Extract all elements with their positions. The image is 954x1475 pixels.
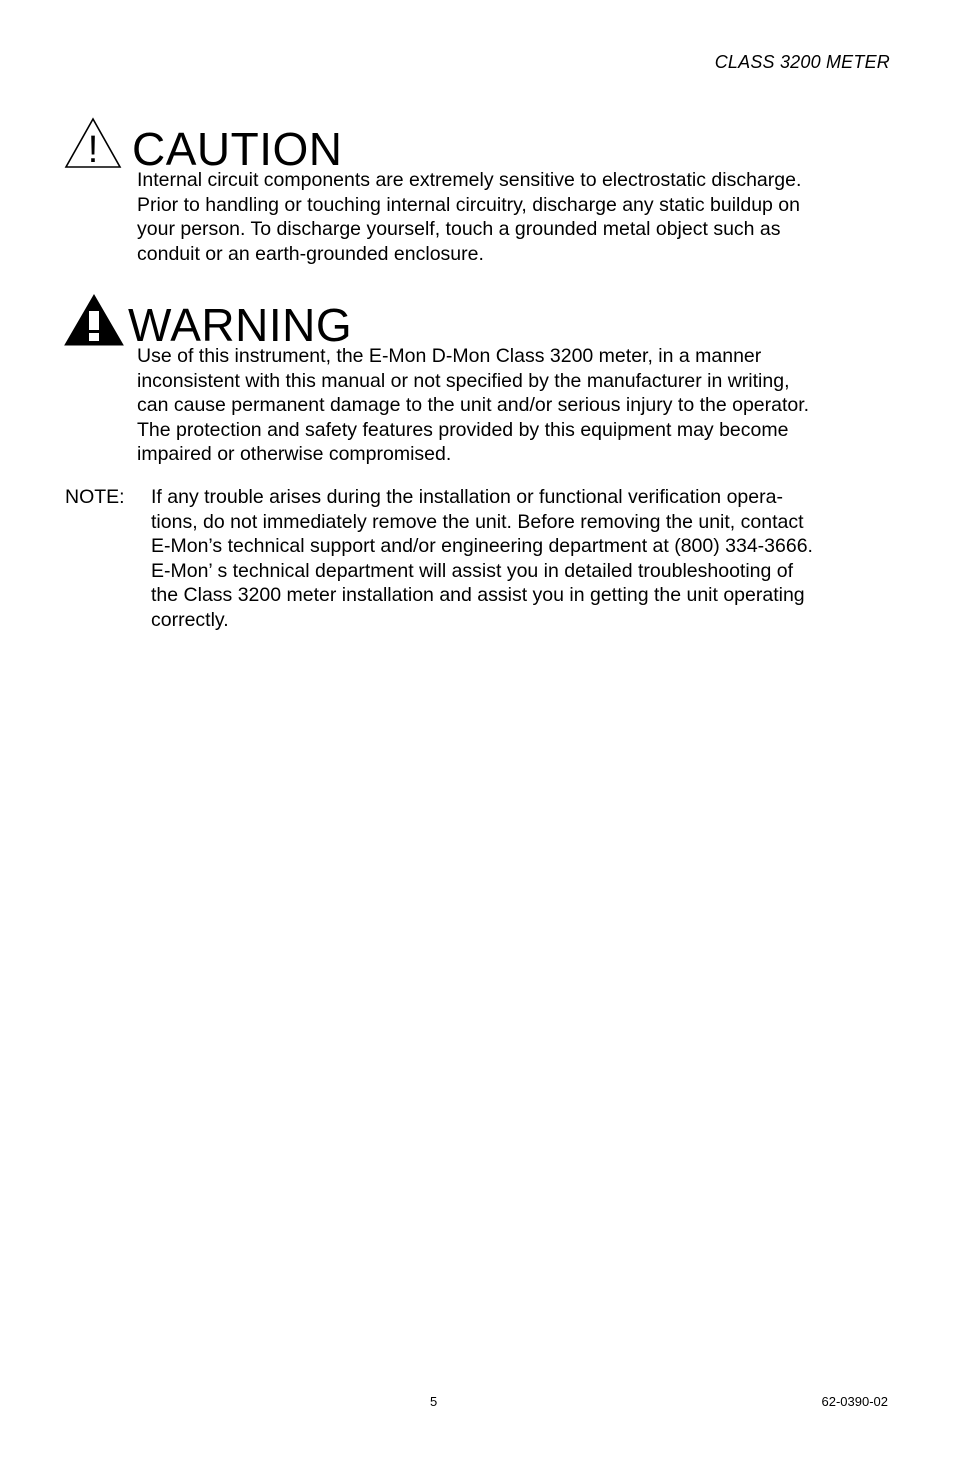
page-header-title: CLASS 3200 METER (714, 52, 890, 72)
warning-line: Use of this instrument, the E-Mon D-Mon Class 3200 meter, in a manner (137, 345, 762, 367)
note-text (151, 485, 905, 632)
caution-heading: CAUTION (132, 123, 343, 175)
warning-line: can cause permanent damage to the unit and/or serious injury to the operator. (137, 394, 810, 416)
caution-line: Prior to handling or touching internal circuitry, discharge any static buildup on (137, 193, 800, 216)
note-line: the Class 3200 meter installation and assist you in getting the unit operating (151, 584, 805, 606)
note-label: NOTE: (65, 486, 125, 508)
caution-body (137, 168, 907, 266)
note-line: E-Mon’s technical support and/or engineering department at (800) 334-3666. (151, 535, 813, 557)
page-number: 5 (430, 1394, 438, 1409)
warning-body (137, 344, 907, 467)
caution-line: your person. To discharge yourself, touch a grounded metal object such as (137, 218, 781, 240)
svg-text:!: ! (87, 129, 99, 170)
warning-triangle-icon (64, 294, 124, 346)
caution-line: Internal circuit components are extremely sensitive to electrostatic discharge. (137, 169, 802, 191)
warning-heading: WARNING (128, 299, 353, 351)
warning-line: impaired or otherwise compromised. (137, 443, 452, 465)
caution-line: conduit or an earth-grounded enclosure. (137, 242, 484, 265)
caution-triangle-icon (64, 116, 122, 170)
warning-line: The protection and safety features provided by this equipment may become (137, 418, 789, 441)
document-number: 62-0390-02 (821, 1394, 888, 1409)
note-line: tions, do not immediately remove the unit. Before removing the unit, contact (151, 510, 804, 533)
note-line: E-Mon’ s technical department will assist you in detailed troubleshooting of (151, 559, 794, 582)
warning-line: inconsistent with this manual or not specified by the manufacturer in writing, (137, 369, 790, 392)
note-line: If any trouble arises during the installation or functional verification opera- (151, 486, 783, 508)
note-line: correctly. (151, 608, 229, 631)
